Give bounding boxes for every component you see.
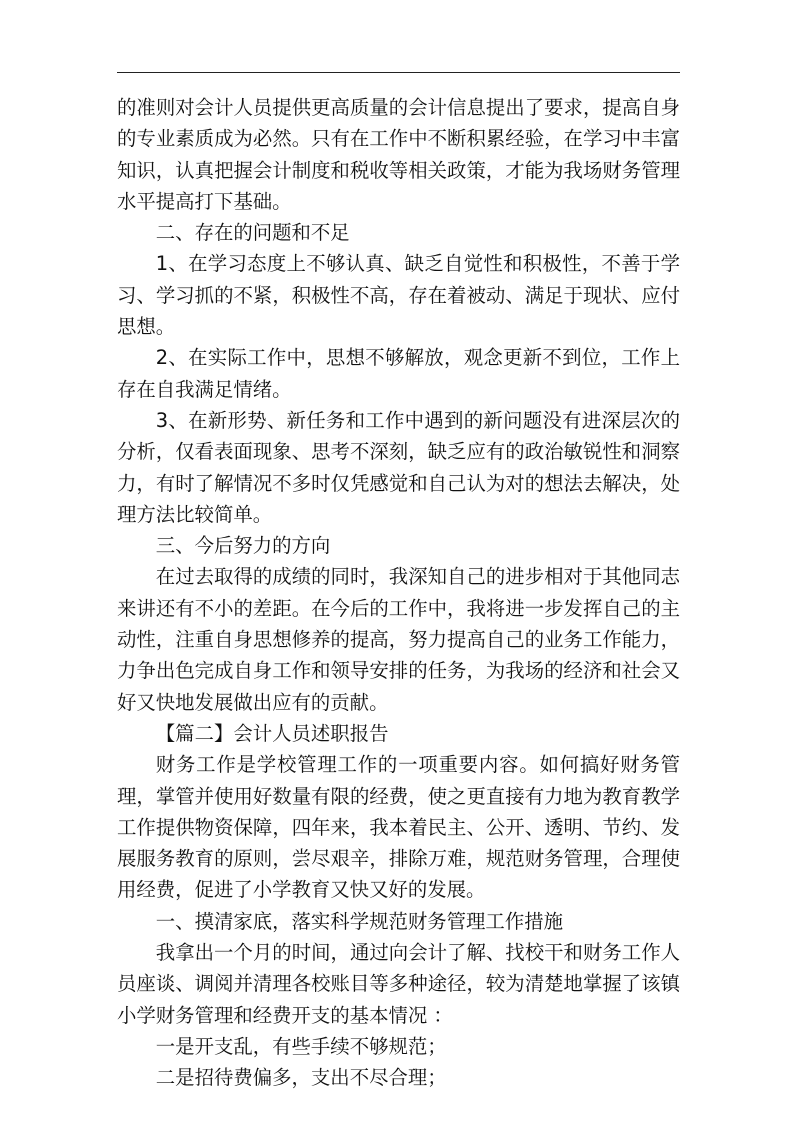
section-heading-direction: 三、今后努力的方向 (155, 534, 331, 558)
paragraph-investigation: 我拿出一个月的时间，通过向会计了解、找校干和财务工作人员座谈、调阅并清理各校账目等多种途径，较为清楚地掌握了该镇小学财务管理和经费开支的基本情况 ： (117, 941, 680, 1027)
paragraph-direction: 在过去取得的成绩的同时，我深知自己的进步相对于其他同志来讲还有不小的差距。在今后的工作中，我将进一步发挥自己的主动性，注重自身思想修养的提高，努力提高自己的业务工作能力，力争出色完成自身工作和领导安排的任务，为我场的经济和社会又好又快地发展做出应有的贡献。 (117, 565, 680, 714)
paragraph-problem-2: 2、在实际工作中，思想不够解放，观念更新不到位，工作上存在自我满足情绪。 (117, 346, 680, 401)
paragraph-problem-1: 1、在学习态度上不够认真、缺乏自觉性和积极性，不善于学习、学习抓的不紧，积极性不高，存在着被动、满足于现状、应付思想。 (117, 252, 680, 339)
list-item-finding-2: 二是招待费偏多，支出不尽合理； (155, 1066, 447, 1090)
header-rule (117, 72, 680, 73)
section-heading-measures: 一、摸清家底，落实科学规范财务管理工作措施 (155, 909, 563, 933)
article-heading-part-two: 【篇二】会计人员述职报告 (155, 721, 389, 745)
list-item-finding-1: 一是开支乱，有些手续不够规范； (155, 1034, 447, 1058)
paragraph-continued: 的准则对会计人员提供更高质量的会计信息提出了要求，提高自身的专业素质成为必然。只有在工作中不断积累经验，在学习中丰富知识，认真把握会计制度和税收等相关政策，才能为我场财务管理水平提高打下基础。 (117, 96, 680, 213)
paragraph-intro-part-two: 财务工作是学校管理工作的一项重要内容。如何搞好财务管理，掌管并使用好数量有限的经费，使之更直接有力地为教育教学工作提供物资保障，四年来，我本着民主、公开、透明、节约、发展服务教育的原则，尝尽艰辛，排除万难，规范财务管理，合理使用经费，促进了小学教育又快又好的发展。 (117, 753, 680, 902)
section-heading-problems: 二、存在的问题和不足 (155, 221, 350, 245)
paragraph-problem-3: 3、在新形势、新任务和工作中遇到的新问题没有进深层次的分析，仅看表面现象、思考不深刻，缺乏应有的政治敏锐性和洞察力，有时了解情况不多时仅凭感觉和自己认为对的想法去解决，处理方法比较简单。 (117, 408, 680, 526)
document-body (117, 92, 680, 1094)
